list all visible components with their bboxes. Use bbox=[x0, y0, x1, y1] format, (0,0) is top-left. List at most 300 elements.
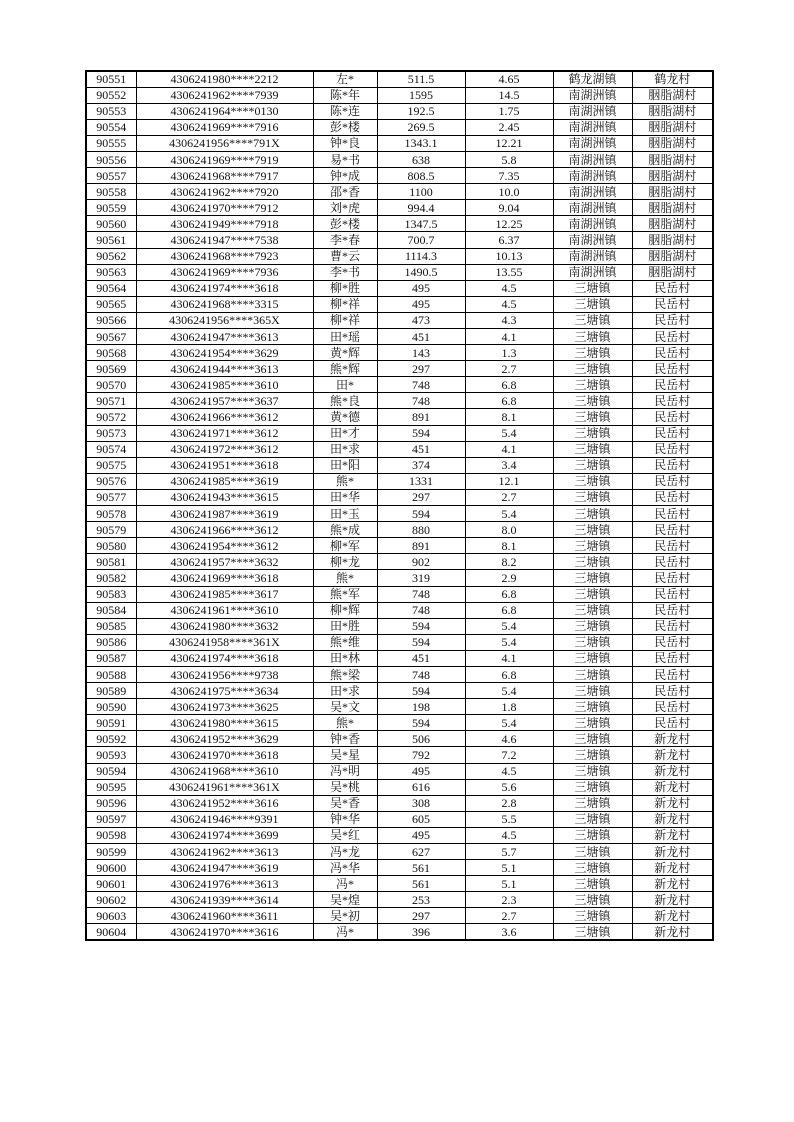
cell-name: 熊*成 bbox=[313, 522, 377, 538]
cell-name: 钟*香 bbox=[313, 731, 377, 747]
cell-value1: 891 bbox=[377, 409, 465, 425]
cell-town: 三塘镇 bbox=[553, 908, 632, 924]
table-body bbox=[86, 71, 713, 940]
cell-value1: 594 bbox=[377, 506, 465, 522]
cell-village: 民岳村 bbox=[632, 683, 713, 699]
cell-id-number: 4306241956****9738 bbox=[136, 666, 313, 682]
table-row bbox=[86, 795, 713, 811]
cell-value2: 5.4 bbox=[465, 683, 553, 699]
cell-village: 民岳村 bbox=[632, 377, 713, 393]
cell-value2: 10.0 bbox=[465, 184, 553, 200]
cell-village: 民岳村 bbox=[632, 602, 713, 618]
cell-seq: 90587 bbox=[86, 650, 136, 666]
cell-seq: 90553 bbox=[86, 103, 136, 119]
cell-name: 柳*辉 bbox=[313, 602, 377, 618]
cell-value1: 880 bbox=[377, 522, 465, 538]
cell-value2: 1.75 bbox=[465, 103, 553, 119]
cell-village: 民岳村 bbox=[632, 586, 713, 602]
cell-town: 三塘镇 bbox=[553, 473, 632, 489]
cell-value1: 308 bbox=[377, 795, 465, 811]
cell-id-number: 4306241956****791X bbox=[136, 135, 313, 151]
cell-value2: 4.1 bbox=[465, 650, 553, 666]
cell-town: 三塘镇 bbox=[553, 618, 632, 634]
cell-seq: 90570 bbox=[86, 377, 136, 393]
cell-town: 三塘镇 bbox=[553, 554, 632, 570]
cell-seq: 90556 bbox=[86, 151, 136, 167]
cell-id-number: 4306241957****3637 bbox=[136, 393, 313, 409]
cell-seq: 90576 bbox=[86, 473, 136, 489]
cell-value1: 994.4 bbox=[377, 200, 465, 216]
cell-id-number: 4306241962****7939 bbox=[136, 87, 313, 103]
table-row bbox=[86, 216, 713, 232]
cell-town: 三塘镇 bbox=[553, 683, 632, 699]
cell-seq: 90601 bbox=[86, 876, 136, 892]
cell-name: 彭*楼 bbox=[313, 119, 377, 135]
cell-value1: 616 bbox=[377, 779, 465, 795]
cell-value2: 5.7 bbox=[465, 844, 553, 860]
cell-seq: 90551 bbox=[86, 71, 136, 87]
cell-village: 胭脂湖村 bbox=[632, 232, 713, 248]
cell-value1: 1490.5 bbox=[377, 264, 465, 280]
table-row bbox=[86, 248, 713, 264]
cell-village: 民岳村 bbox=[632, 650, 713, 666]
cell-seq: 90555 bbox=[86, 135, 136, 151]
cell-village: 新龙村 bbox=[632, 844, 713, 860]
cell-town: 三塘镇 bbox=[553, 361, 632, 377]
cell-id-number: 4306241985****3610 bbox=[136, 377, 313, 393]
cell-seq: 90565 bbox=[86, 296, 136, 312]
cell-name: 左* bbox=[313, 71, 377, 87]
cell-seq: 90603 bbox=[86, 908, 136, 924]
cell-id-number: 4306241980****3632 bbox=[136, 618, 313, 634]
cell-name: 柳*祥 bbox=[313, 312, 377, 328]
cell-village: 胭脂湖村 bbox=[632, 87, 713, 103]
cell-name: 田* bbox=[313, 377, 377, 393]
cell-name: 田*求 bbox=[313, 441, 377, 457]
cell-value2: 12.1 bbox=[465, 473, 553, 489]
cell-id-number: 4306241949****7918 bbox=[136, 216, 313, 232]
cell-town: 南湖洲镇 bbox=[553, 87, 632, 103]
table-row bbox=[86, 280, 713, 296]
cell-village: 民岳村 bbox=[632, 393, 713, 409]
cell-village: 民岳村 bbox=[632, 634, 713, 650]
cell-town: 三塘镇 bbox=[553, 489, 632, 505]
cell-town: 三塘镇 bbox=[553, 393, 632, 409]
table-row bbox=[86, 522, 713, 538]
cell-value2: 6.8 bbox=[465, 666, 553, 682]
cell-value2: 6.8 bbox=[465, 602, 553, 618]
cell-id-number: 4306241969****7919 bbox=[136, 151, 313, 167]
cell-value2: 3.6 bbox=[465, 924, 553, 940]
cell-seq: 90602 bbox=[86, 892, 136, 908]
cell-town: 三塘镇 bbox=[553, 296, 632, 312]
cell-id-number: 4306241966****3612 bbox=[136, 522, 313, 538]
cell-value2: 2.7 bbox=[465, 489, 553, 505]
cell-seq: 90554 bbox=[86, 119, 136, 135]
cell-seq: 90559 bbox=[86, 200, 136, 216]
cell-name: 柳*龙 bbox=[313, 554, 377, 570]
table-row bbox=[86, 312, 713, 328]
cell-village: 新龙村 bbox=[632, 731, 713, 747]
table-row bbox=[86, 538, 713, 554]
cell-village: 民岳村 bbox=[632, 699, 713, 715]
table-row bbox=[86, 860, 713, 876]
table-row bbox=[86, 441, 713, 457]
cell-village: 民岳村 bbox=[632, 345, 713, 361]
cell-name: 钟*华 bbox=[313, 811, 377, 827]
cell-village: 民岳村 bbox=[632, 570, 713, 586]
cell-seq: 90574 bbox=[86, 441, 136, 457]
cell-seq: 90597 bbox=[86, 811, 136, 827]
table-row bbox=[86, 71, 713, 87]
cell-value1: 451 bbox=[377, 329, 465, 345]
cell-value1: 506 bbox=[377, 731, 465, 747]
cell-town: 南湖洲镇 bbox=[553, 135, 632, 151]
cell-name: 田*玉 bbox=[313, 506, 377, 522]
cell-name: 吴*红 bbox=[313, 827, 377, 843]
cell-seq: 90567 bbox=[86, 329, 136, 345]
cell-town: 南湖洲镇 bbox=[553, 232, 632, 248]
cell-town: 三塘镇 bbox=[553, 811, 632, 827]
cell-seq: 90579 bbox=[86, 522, 136, 538]
cell-town: 三塘镇 bbox=[553, 634, 632, 650]
cell-name: 冯* bbox=[313, 924, 377, 940]
cell-town: 三塘镇 bbox=[553, 377, 632, 393]
cell-town: 南湖洲镇 bbox=[553, 168, 632, 184]
cell-value1: 594 bbox=[377, 425, 465, 441]
cell-value2: 4.5 bbox=[465, 296, 553, 312]
cell-value1: 1343.1 bbox=[377, 135, 465, 151]
cell-value2: 4.5 bbox=[465, 827, 553, 843]
cell-town: 三塘镇 bbox=[553, 827, 632, 843]
cell-town: 南湖洲镇 bbox=[553, 248, 632, 264]
cell-name: 熊* bbox=[313, 473, 377, 489]
cell-village: 民岳村 bbox=[632, 296, 713, 312]
cell-value1: 902 bbox=[377, 554, 465, 570]
table-row bbox=[86, 618, 713, 634]
cell-seq: 90573 bbox=[86, 425, 136, 441]
cell-value1: 319 bbox=[377, 570, 465, 586]
cell-value1: 748 bbox=[377, 377, 465, 393]
cell-value1: 396 bbox=[377, 924, 465, 940]
cell-id-number: 4306241961****361X bbox=[136, 779, 313, 795]
cell-value2: 4.5 bbox=[465, 763, 553, 779]
table-row bbox=[86, 489, 713, 505]
cell-seq: 90578 bbox=[86, 506, 136, 522]
table-row bbox=[86, 473, 713, 489]
cell-id-number: 4306241974****3618 bbox=[136, 280, 313, 296]
table-row bbox=[86, 650, 713, 666]
cell-name: 吴*初 bbox=[313, 908, 377, 924]
cell-value2: 5.4 bbox=[465, 634, 553, 650]
cell-town: 三塘镇 bbox=[553, 747, 632, 763]
table-row bbox=[86, 168, 713, 184]
cell-id-number: 4306241968****3315 bbox=[136, 296, 313, 312]
cell-town: 南湖洲镇 bbox=[553, 151, 632, 167]
table-row bbox=[86, 506, 713, 522]
table-row bbox=[86, 135, 713, 151]
cell-seq: 90575 bbox=[86, 457, 136, 473]
cell-value1: 1114.3 bbox=[377, 248, 465, 264]
cell-village: 胭脂湖村 bbox=[632, 151, 713, 167]
cell-village: 新龙村 bbox=[632, 892, 713, 908]
cell-town: 三塘镇 bbox=[553, 731, 632, 747]
cell-value1: 561 bbox=[377, 876, 465, 892]
cell-value2: 4.1 bbox=[465, 441, 553, 457]
cell-seq: 90592 bbox=[86, 731, 136, 747]
cell-name: 田*胜 bbox=[313, 618, 377, 634]
cell-name: 易*书 bbox=[313, 151, 377, 167]
cell-name: 冯*龙 bbox=[313, 844, 377, 860]
cell-id-number: 4306241951****3618 bbox=[136, 457, 313, 473]
cell-value2: 5.4 bbox=[465, 425, 553, 441]
cell-value2: 5.8 bbox=[465, 151, 553, 167]
cell-value1: 748 bbox=[377, 586, 465, 602]
table-row bbox=[86, 908, 713, 924]
cell-id-number: 4306241974****3618 bbox=[136, 650, 313, 666]
cell-id-number: 4306241956****365X bbox=[136, 312, 313, 328]
cell-seq: 90595 bbox=[86, 779, 136, 795]
cell-town: 三塘镇 bbox=[553, 844, 632, 860]
cell-value1: 594 bbox=[377, 634, 465, 650]
cell-value2: 6.8 bbox=[465, 393, 553, 409]
cell-town: 南湖洲镇 bbox=[553, 184, 632, 200]
table-row bbox=[86, 876, 713, 892]
cell-town: 南湖洲镇 bbox=[553, 103, 632, 119]
table-row bbox=[86, 87, 713, 103]
cell-seq: 90588 bbox=[86, 666, 136, 682]
cell-name: 曹*云 bbox=[313, 248, 377, 264]
cell-village: 民岳村 bbox=[632, 522, 713, 538]
table-row bbox=[86, 602, 713, 618]
cell-id-number: 4306241966****3612 bbox=[136, 409, 313, 425]
cell-name: 黄*德 bbox=[313, 409, 377, 425]
cell-id-number: 4306241980****3615 bbox=[136, 715, 313, 731]
records-table bbox=[85, 70, 714, 941]
cell-value2: 8.1 bbox=[465, 409, 553, 425]
table-row bbox=[86, 200, 713, 216]
cell-village: 新龙村 bbox=[632, 779, 713, 795]
cell-value1: 561 bbox=[377, 860, 465, 876]
cell-seq: 90594 bbox=[86, 763, 136, 779]
cell-value2: 4.1 bbox=[465, 329, 553, 345]
cell-seq: 90600 bbox=[86, 860, 136, 876]
cell-id-number: 4306241970****3616 bbox=[136, 924, 313, 940]
cell-name: 吴*煌 bbox=[313, 892, 377, 908]
cell-name: 吴*文 bbox=[313, 699, 377, 715]
cell-value2: 2.7 bbox=[465, 908, 553, 924]
cell-name: 钟*成 bbox=[313, 168, 377, 184]
cell-value2: 5.5 bbox=[465, 811, 553, 827]
cell-name: 熊*辉 bbox=[313, 361, 377, 377]
cell-name: 柳*胜 bbox=[313, 280, 377, 296]
cell-town: 三塘镇 bbox=[553, 650, 632, 666]
table-row bbox=[86, 103, 713, 119]
cell-village: 民岳村 bbox=[632, 666, 713, 682]
cell-town: 鹤龙湖镇 bbox=[553, 71, 632, 87]
cell-town: 三塘镇 bbox=[553, 666, 632, 682]
table-row bbox=[86, 264, 713, 280]
cell-name: 钟*良 bbox=[313, 135, 377, 151]
cell-id-number: 4306241987****3619 bbox=[136, 506, 313, 522]
cell-village: 民岳村 bbox=[632, 409, 713, 425]
cell-name: 柳*祥 bbox=[313, 296, 377, 312]
cell-town: 三塘镇 bbox=[553, 876, 632, 892]
cell-name: 冯*华 bbox=[313, 860, 377, 876]
cell-town: 三塘镇 bbox=[553, 570, 632, 586]
cell-value2: 12.25 bbox=[465, 216, 553, 232]
table-row bbox=[86, 827, 713, 843]
cell-value2: 13.55 bbox=[465, 264, 553, 280]
cell-village: 民岳村 bbox=[632, 312, 713, 328]
cell-town: 三塘镇 bbox=[553, 860, 632, 876]
cell-value2: 2.9 bbox=[465, 570, 553, 586]
cell-value2: 9.04 bbox=[465, 200, 553, 216]
table-row bbox=[86, 151, 713, 167]
cell-id-number: 4306241958****361X bbox=[136, 634, 313, 650]
cell-id-number: 4306241968****3610 bbox=[136, 763, 313, 779]
cell-id-number: 4306241962****7920 bbox=[136, 184, 313, 200]
cell-value1: 748 bbox=[377, 602, 465, 618]
cell-village: 胭脂湖村 bbox=[632, 216, 713, 232]
cell-village: 胭脂湖村 bbox=[632, 264, 713, 280]
cell-town: 南湖洲镇 bbox=[553, 264, 632, 280]
cell-seq: 90563 bbox=[86, 264, 136, 280]
cell-value2: 8.2 bbox=[465, 554, 553, 570]
cell-town: 三塘镇 bbox=[553, 924, 632, 940]
cell-value1: 748 bbox=[377, 393, 465, 409]
cell-id-number: 4306241985****3617 bbox=[136, 586, 313, 602]
cell-value1: 297 bbox=[377, 361, 465, 377]
cell-value2: 10.13 bbox=[465, 248, 553, 264]
cell-value1: 605 bbox=[377, 811, 465, 827]
cell-value2: 5.1 bbox=[465, 876, 553, 892]
cell-town: 南湖洲镇 bbox=[553, 200, 632, 216]
cell-name: 陈*年 bbox=[313, 87, 377, 103]
table-row bbox=[86, 924, 713, 940]
cell-value2: 3.4 bbox=[465, 457, 553, 473]
cell-id-number: 4306241974****3699 bbox=[136, 827, 313, 843]
cell-seq: 90589 bbox=[86, 683, 136, 699]
cell-value2: 12.21 bbox=[465, 135, 553, 151]
cell-value2: 4.3 bbox=[465, 312, 553, 328]
cell-value1: 792 bbox=[377, 747, 465, 763]
cell-town: 三塘镇 bbox=[553, 602, 632, 618]
cell-seq: 90569 bbox=[86, 361, 136, 377]
cell-town: 三塘镇 bbox=[553, 409, 632, 425]
table-row bbox=[86, 457, 713, 473]
cell-id-number: 4306241943****3615 bbox=[136, 489, 313, 505]
cell-name: 冯* bbox=[313, 876, 377, 892]
table-row bbox=[86, 699, 713, 715]
cell-seq: 90562 bbox=[86, 248, 136, 264]
cell-value1: 1100 bbox=[377, 184, 465, 200]
cell-value1: 511.5 bbox=[377, 71, 465, 87]
cell-village: 民岳村 bbox=[632, 618, 713, 634]
cell-village: 民岳村 bbox=[632, 457, 713, 473]
cell-value1: 638 bbox=[377, 151, 465, 167]
cell-value2: 5.4 bbox=[465, 618, 553, 634]
cell-town: 三塘镇 bbox=[553, 538, 632, 554]
cell-value2: 5.4 bbox=[465, 506, 553, 522]
cell-town: 三塘镇 bbox=[553, 715, 632, 731]
cell-id-number: 4306241954****3629 bbox=[136, 345, 313, 361]
cell-seq: 90557 bbox=[86, 168, 136, 184]
table-row bbox=[86, 393, 713, 409]
cell-name: 柳*军 bbox=[313, 538, 377, 554]
cell-value1: 495 bbox=[377, 827, 465, 843]
cell-name: 刘*虎 bbox=[313, 200, 377, 216]
cell-village: 民岳村 bbox=[632, 715, 713, 731]
cell-id-number: 4306241957****3632 bbox=[136, 554, 313, 570]
cell-value1: 808.5 bbox=[377, 168, 465, 184]
table-row bbox=[86, 779, 713, 795]
cell-value1: 297 bbox=[377, 908, 465, 924]
table-row bbox=[86, 345, 713, 361]
cell-id-number: 4306241962****3613 bbox=[136, 844, 313, 860]
cell-value2: 7.2 bbox=[465, 747, 553, 763]
cell-value2: 5.4 bbox=[465, 715, 553, 731]
cell-village: 新龙村 bbox=[632, 876, 713, 892]
cell-id-number: 4306241985****3619 bbox=[136, 473, 313, 489]
cell-value1: 253 bbox=[377, 892, 465, 908]
cell-name: 李*春 bbox=[313, 232, 377, 248]
cell-seq: 90596 bbox=[86, 795, 136, 811]
cell-village: 胭脂湖村 bbox=[632, 184, 713, 200]
table-row bbox=[86, 892, 713, 908]
cell-value2: 1.8 bbox=[465, 699, 553, 715]
cell-value2: 2.3 bbox=[465, 892, 553, 908]
cell-id-number: 4306241969****7916 bbox=[136, 119, 313, 135]
cell-town: 三塘镇 bbox=[553, 892, 632, 908]
cell-value1: 700.7 bbox=[377, 232, 465, 248]
cell-id-number: 4306241969****3618 bbox=[136, 570, 313, 586]
cell-name: 熊*梁 bbox=[313, 666, 377, 682]
cell-village: 胭脂湖村 bbox=[632, 168, 713, 184]
cell-seq: 90571 bbox=[86, 393, 136, 409]
cell-seq: 90585 bbox=[86, 618, 136, 634]
cell-seq: 90564 bbox=[86, 280, 136, 296]
cell-village: 民岳村 bbox=[632, 489, 713, 505]
cell-id-number: 4306241968****7923 bbox=[136, 248, 313, 264]
cell-value2: 2.7 bbox=[465, 361, 553, 377]
cell-town: 三塘镇 bbox=[553, 699, 632, 715]
cell-seq: 90580 bbox=[86, 538, 136, 554]
cell-value1: 495 bbox=[377, 763, 465, 779]
cell-village: 新龙村 bbox=[632, 763, 713, 779]
cell-name: 田*华 bbox=[313, 489, 377, 505]
cell-value1: 269.5 bbox=[377, 119, 465, 135]
cell-value1: 594 bbox=[377, 715, 465, 731]
cell-value1: 192.5 bbox=[377, 103, 465, 119]
cell-village: 新龙村 bbox=[632, 908, 713, 924]
cell-name: 黄*辉 bbox=[313, 345, 377, 361]
cell-value2: 4.6 bbox=[465, 731, 553, 747]
cell-seq: 90586 bbox=[86, 634, 136, 650]
cell-value1: 594 bbox=[377, 683, 465, 699]
cell-seq: 90568 bbox=[86, 345, 136, 361]
cell-id-number: 4306241946****9391 bbox=[136, 811, 313, 827]
cell-town: 三塘镇 bbox=[553, 779, 632, 795]
cell-village: 民岳村 bbox=[632, 441, 713, 457]
table-row bbox=[86, 232, 713, 248]
cell-value2: 5.1 bbox=[465, 860, 553, 876]
table-row bbox=[86, 425, 713, 441]
cell-seq: 90599 bbox=[86, 844, 136, 860]
table-row bbox=[86, 570, 713, 586]
cell-name: 吴*桃 bbox=[313, 779, 377, 795]
cell-town: 三塘镇 bbox=[553, 329, 632, 345]
